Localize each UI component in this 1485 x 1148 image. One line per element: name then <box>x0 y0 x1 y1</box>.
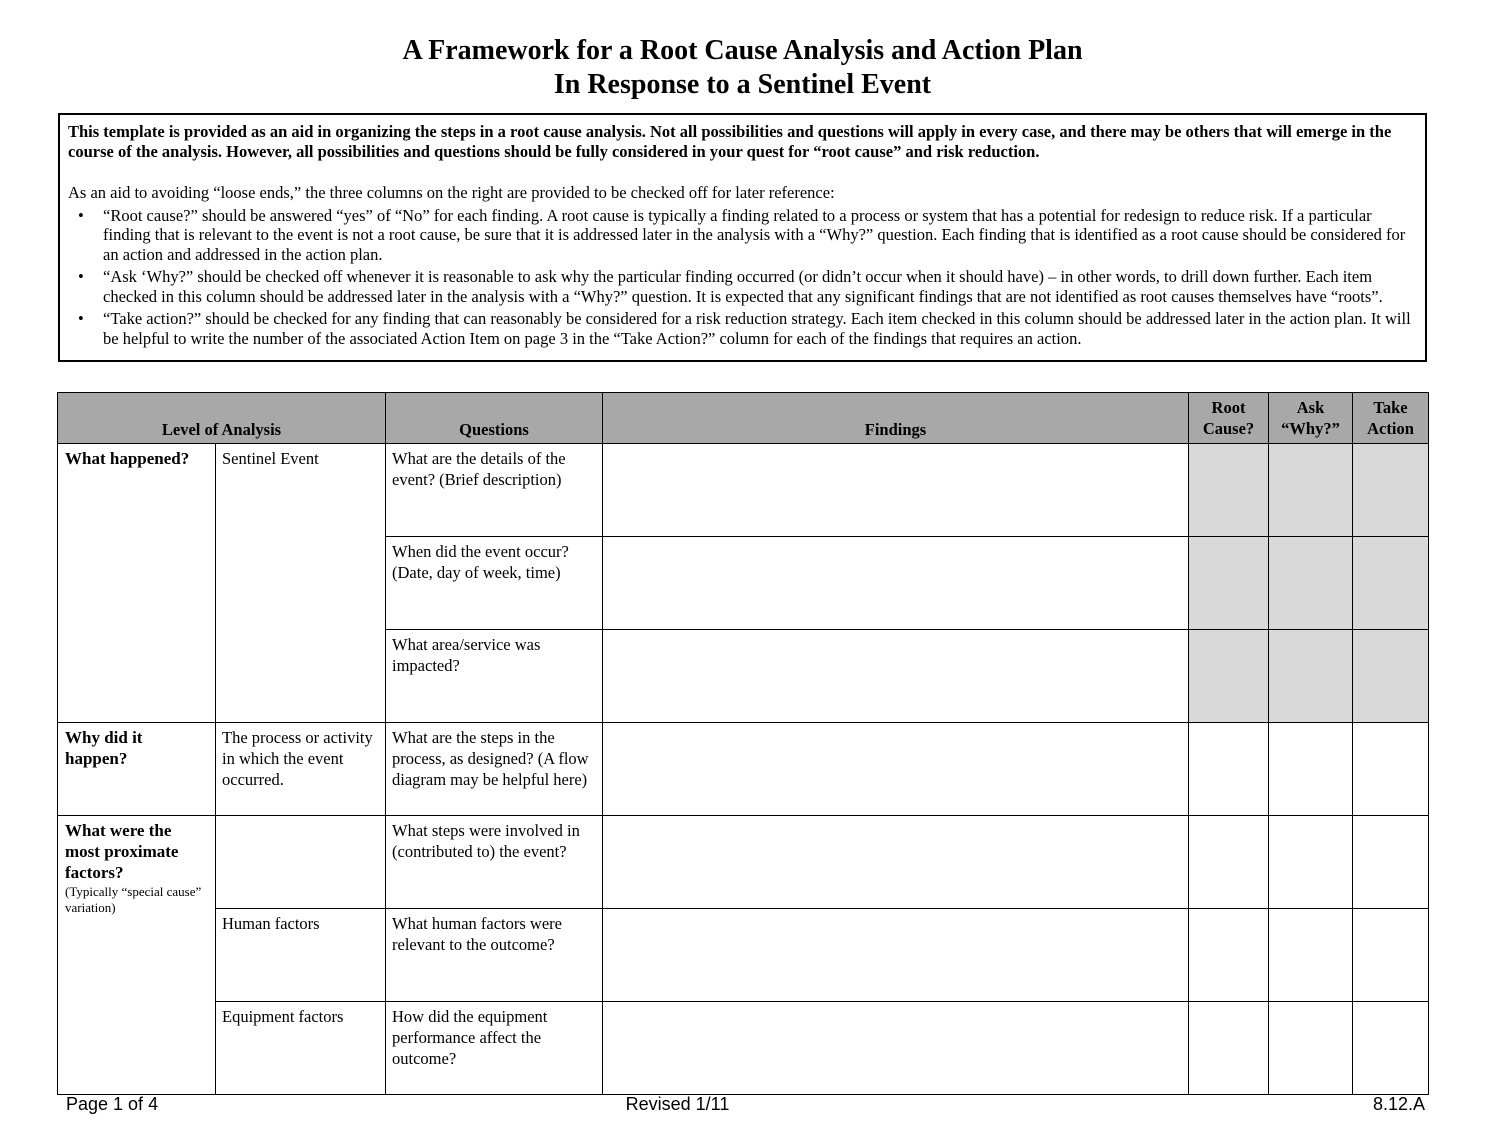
sublevel-cell-empty <box>216 816 386 909</box>
take-action-cell <box>1353 816 1429 909</box>
ask-why-cell <box>1269 1002 1353 1095</box>
level-cell-proximate-factors-title: What were the most proximate factors? <box>65 821 179 882</box>
findings-cell <box>603 1002 1189 1095</box>
findings-cell <box>603 723 1189 816</box>
intro-bullet-list <box>68 206 1413 349</box>
table-row <box>58 1002 1429 1095</box>
level-cell-why-did-it-happen: Why did it happen? <box>58 723 216 816</box>
take-action-cell <box>1353 444 1429 537</box>
intro-bullet-ask-why: • “Ask ‘Why?” should be checked off whenever it is reasonable to ask why the particular finding occurred (or didn’t occur when it should have) – in other words, to drill down further. Each item checked in this column should be addressed later in the analysis with a “Why?” question. It is expected that any significant findings that are not identified as root causes themselves have “roots”. <box>68 267 1413 306</box>
ask-why-cell <box>1269 816 1353 909</box>
root-cause-cell <box>1189 816 1269 909</box>
sublevel-cell-equipment-factors: Equipment factors <box>216 1002 386 1095</box>
sublevel-cell-sentinel-event: Sentinel Event <box>216 444 386 723</box>
footer-revised-date: Revised 1/11 <box>625 1094 730 1114</box>
take-action-cell <box>1353 630 1429 723</box>
level-cell-what-happened: What happened? <box>58 444 216 723</box>
level-cell-proximate-factors-note: (Typically “special cause” variation) <box>65 884 202 915</box>
col-header-findings: Findings <box>603 393 1189 444</box>
question-cell-steps-involved: What steps were involved in (contributed to) the event? <box>386 816 603 909</box>
col-header-take-action: Take Action <box>1353 393 1429 444</box>
question-cell-process-steps: What are the steps in the process, as designed? (A flow diagram may be helpful here) <box>386 723 603 816</box>
table-header-row <box>58 393 1429 444</box>
question-cell-human-factors: What human factors were relevant to the outcome? <box>386 909 603 1002</box>
findings-cell <box>603 909 1189 1002</box>
findings-cell <box>603 537 1189 630</box>
findings-cell <box>603 816 1189 909</box>
question-cell-area-impacted: What area/service was impacted? <box>386 630 603 723</box>
ask-why-cell <box>1269 537 1353 630</box>
root-cause-cell <box>1189 909 1269 1002</box>
table-row <box>58 723 1429 816</box>
col-header-root-cause: Root Cause? <box>1189 393 1269 444</box>
rca-table <box>57 392 1429 1095</box>
intro-bullet-take-action: • “Take action?” should be checked for any finding that can reasonably be considered for a risk reduction strategy. Each item checked in this column should be addressed later in the action plan. It will be helpful to write the number of the associated Action Item on page 3 in the “Take Action?” column for each of the findings that requires an action. <box>68 309 1413 348</box>
question-cell-equipment-performance: How did the equipment performance affect the outcome? <box>386 1002 603 1095</box>
root-cause-cell <box>1189 723 1269 816</box>
page-title-line1: A Framework for a Root Cause Analysis and Action Plan <box>402 35 1083 66</box>
sublevel-cell-process-activity: The process or activity in which the event occurred. <box>216 723 386 816</box>
root-cause-cell <box>1189 1002 1269 1095</box>
footer-page-number: Page 1 of 4 <box>66 1094 159 1114</box>
footer-doc-number: 8.12.A <box>1372 1094 1425 1114</box>
root-cause-cell <box>1189 630 1269 723</box>
table-row <box>58 909 1429 1002</box>
findings-cell <box>603 444 1189 537</box>
page-footer <box>58 1094 1427 1120</box>
ask-why-cell <box>1269 909 1353 1002</box>
table-row <box>58 816 1429 909</box>
col-header-ask-why: Ask “Why?” <box>1269 393 1353 444</box>
ask-why-cell <box>1269 630 1353 723</box>
intro-lead: As an aid to avoiding “loose ends,” the three columns on the right are provided to be checked off for later reference: <box>68 183 835 202</box>
page-title-line2: In Response to a Sentinel Event <box>553 69 932 100</box>
take-action-cell <box>1353 537 1429 630</box>
page-title <box>0 0 1485 102</box>
ask-why-cell <box>1269 444 1353 537</box>
take-action-cell <box>1353 1002 1429 1095</box>
root-cause-cell <box>1189 537 1269 630</box>
intro-bold-paragraph: This template is provided as an aid in organizing the steps in a root cause analysis. Not all possibilities and questions will apply in every case, and there may be others that will emerge in the course of the analysis. However, all possibilities and questions should be fully considered in your quest for “root cause” and risk reduction. <box>68 122 1392 161</box>
question-cell-event-details: What are the details of the event? (Brief description) <box>386 444 603 537</box>
intro-box <box>58 113 1427 362</box>
col-header-level-of-analysis: Level of Analysis <box>58 393 386 444</box>
intro-bullet-root-cause: • “Root cause?” should be answered “yes” of “No” for each finding. A root cause is typically a finding related to a process or system that has a potential for redesign to reduce risk. If a particular finding that is relevant to the event is not a root cause, be sure that it is addressed later in the analysis with a “Why?” question. Each finding that is identified as a root cause should be considered for an action and addressed in the action plan. <box>68 206 1413 265</box>
ask-why-cell <box>1269 723 1353 816</box>
take-action-cell <box>1353 909 1429 1002</box>
level-cell-proximate-factors <box>58 816 216 1095</box>
table-row <box>58 444 1429 537</box>
take-action-cell <box>1353 723 1429 816</box>
col-header-questions: Questions <box>386 393 603 444</box>
root-cause-cell <box>1189 444 1269 537</box>
findings-cell <box>603 630 1189 723</box>
sublevel-cell-human-factors: Human factors <box>216 909 386 1002</box>
question-cell-event-when: When did the event occur? (Date, day of week, time) <box>386 537 603 630</box>
